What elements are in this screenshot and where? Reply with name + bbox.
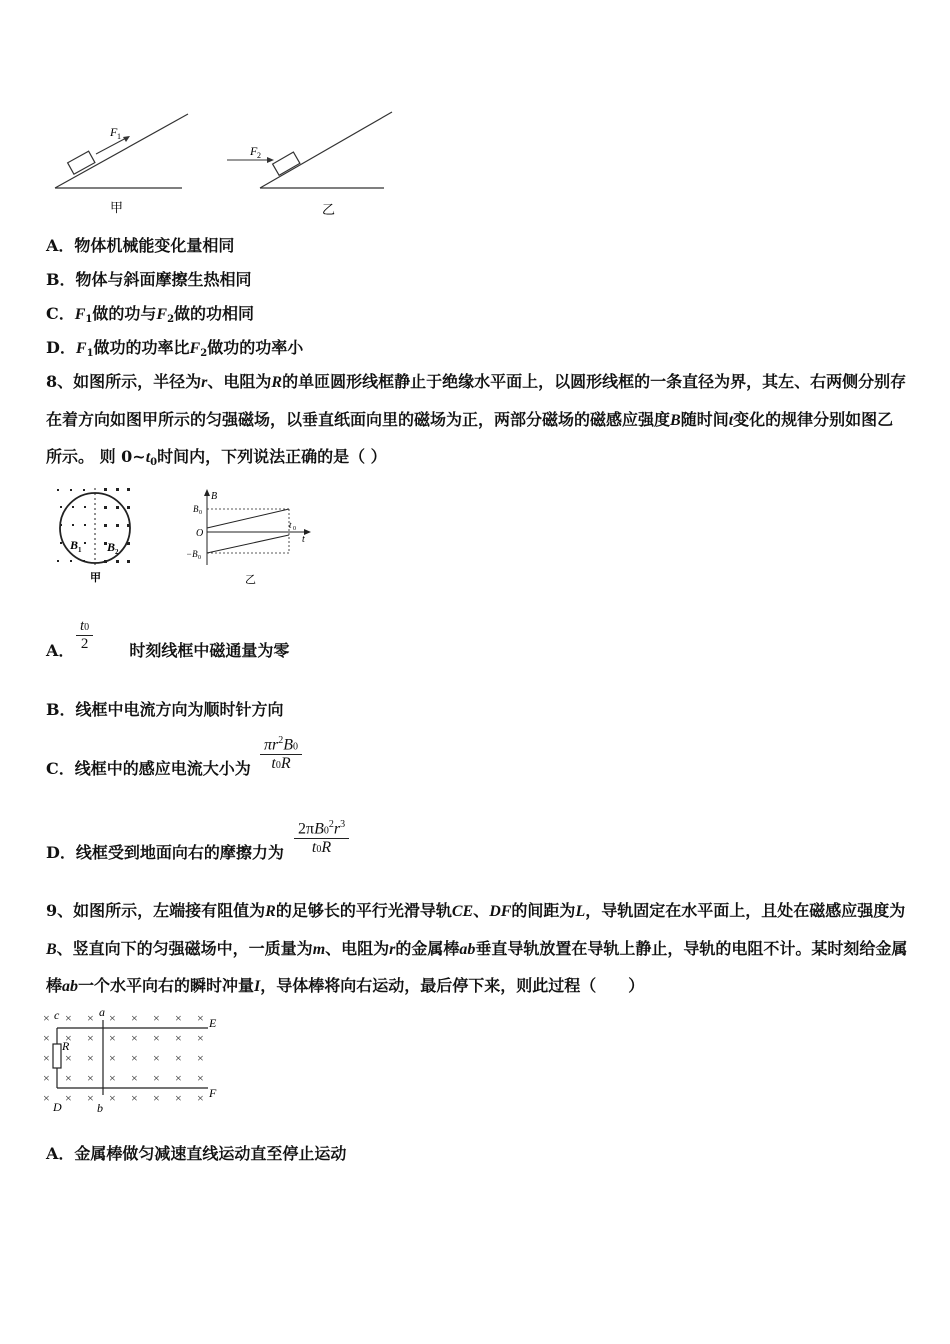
field-cross: ×	[197, 1091, 204, 1105]
q9-label-E: E	[209, 1016, 217, 1030]
q8-option-c-fraction: $\pi r^2B0$ t0R	[260, 735, 302, 773]
field-cross: ×	[175, 1031, 182, 1045]
field-cross: ×	[65, 1031, 72, 1045]
field-cross: ×	[65, 1091, 72, 1105]
q9-stem: 9、如图所示，左端接有阻值为R的足够长的平行光滑导轨CE、DF的间距为L，导轨固定在水平面上，且处在磁感应强度为B、竖直向下的匀强磁场中，一质量为m、电阻为r的金属棒ab垂直导轨放置在导轨上静止，导轨的电阻不计。某时刻给金属棒ab一个水平向右的瞬时冲量I，导体棒将向右运动，最后停下来，则此过程（ ）	[46, 901, 908, 995]
field-cross: ×	[65, 1011, 72, 1025]
q7-f2-label: F	[250, 144, 258, 158]
field-cross: ×	[43, 1031, 50, 1045]
field-cross: ×	[109, 1051, 116, 1065]
q9-label-D: D	[53, 1100, 62, 1114]
q7-caption-yi: 乙	[322, 202, 336, 217]
svg-text:1: 1	[78, 546, 82, 554]
field-cross: ×	[43, 1011, 50, 1025]
field-cross: ×	[87, 1071, 94, 1085]
q8-b1-label: B	[70, 538, 79, 552]
field-cross: ×	[131, 1051, 138, 1065]
field-cross: ×	[43, 1091, 50, 1105]
svg-text:2: 2	[257, 151, 261, 160]
field-cross: ×	[87, 1051, 94, 1065]
q8-option-a[interactable]: A． 时刻线框中磁通量为零	[46, 641, 290, 660]
q8-xaxis-label: t	[302, 534, 305, 545]
field-cross: ×	[131, 1071, 138, 1085]
field-cross: ×	[197, 1031, 204, 1045]
q7-option-c[interactable]: C．$F_1$做的功与$F_2$做的功相同	[46, 304, 255, 325]
field-cross: ×	[43, 1071, 50, 1085]
q9-label-R: R	[62, 1039, 70, 1053]
field-cross: ×	[87, 1011, 94, 1025]
q9-label-F: F	[209, 1086, 217, 1100]
q7-figure-yi	[222, 108, 397, 218]
q8-origin-label: O	[196, 528, 204, 539]
q8-option-a-fraction: t0 2	[76, 618, 93, 653]
q9-label-a: a	[99, 1005, 105, 1019]
q8-b2-label: B	[107, 540, 116, 554]
svg-text:2: 2	[115, 548, 119, 556]
field-cross: ×	[153, 1091, 160, 1105]
svg-text:0: 0	[199, 510, 202, 516]
field-cross: ×	[87, 1091, 94, 1105]
field-cross: ×	[175, 1091, 182, 1105]
q7-figure-jia	[50, 108, 190, 218]
svg-text:0: 0	[293, 526, 296, 532]
q9-figure	[40, 1005, 230, 1115]
q9-label-b: b	[97, 1101, 103, 1115]
field-cross: ×	[197, 1051, 204, 1065]
q8-negb0-label: −B	[186, 549, 198, 559]
field-cross: ×	[197, 1071, 204, 1085]
field-cross: ×	[153, 1051, 160, 1065]
q7-option-d[interactable]: D．$F_1$做功的功率比$F_2$做功的功率小	[46, 338, 304, 359]
field-cross: ×	[175, 1071, 182, 1085]
field-cross: ×	[153, 1071, 160, 1085]
field-cross: ×	[153, 1031, 160, 1045]
field-cross: ×	[87, 1031, 94, 1045]
field-cross: ×	[109, 1091, 116, 1105]
svg-text:1: 1	[117, 132, 121, 141]
q9-option-a[interactable]: A．金属棒做匀减速直线运动直至停止运动	[46, 1144, 347, 1163]
q8-option-b[interactable]: B．线框中电流方向为顺时针方向	[46, 700, 284, 719]
field-cross: ×	[175, 1011, 182, 1025]
q8-option-d[interactable]: D．线框受到地面向右的摩擦力为	[46, 843, 284, 862]
q9-label-c: c	[54, 1008, 60, 1022]
q8-caption-yi: 乙	[245, 574, 256, 586]
field-cross: ×	[109, 1011, 116, 1025]
q8-option-d-fraction: $2\pi B0^2r^3$ t0R	[294, 819, 349, 857]
q8-figure-yi	[185, 487, 320, 587]
q7-caption-jia: 甲	[110, 200, 124, 215]
field-cross: ×	[65, 1071, 72, 1085]
q7-option-a[interactable]: A．物体机械能变化量相同	[46, 236, 235, 255]
field-cross: ×	[65, 1051, 72, 1065]
field-cross: ×	[153, 1011, 160, 1025]
q8-option-c[interactable]: C．线框中的感应电流大小为	[46, 759, 251, 778]
q8-caption-jia: 甲	[90, 572, 101, 584]
magnetic-field-crosses	[43, 1011, 204, 1105]
q8-yaxis-label: B	[211, 491, 218, 502]
field-cross: ×	[109, 1031, 116, 1045]
q8-stem: 8、如图所示，半径为r、电阻为R的单匝圆形线框静止于绝缘水平面上，以圆形线框的一条直径为界，其左、右两侧分别存在着方向如图甲所示的匀强磁场，以垂直纸面向里的磁场为正，两部分磁场的磁感应强度B随时间t变化的规律分别如图乙所示。 则 $0\sim t_0$时间内，下列说法正确的是（ ）	[46, 372, 907, 468]
q8-b0-label: B	[193, 504, 199, 514]
field-cross: ×	[131, 1011, 138, 1025]
field-cross: ×	[131, 1091, 138, 1105]
field-cross: ×	[175, 1051, 182, 1065]
q8-figure-jia	[50, 484, 140, 584]
field-cross: ×	[109, 1071, 116, 1085]
q7-f1-label: F	[110, 125, 118, 139]
q8-t0-label: t	[289, 520, 292, 530]
field-cross: ×	[43, 1051, 50, 1065]
field-cross: ×	[131, 1031, 138, 1045]
svg-text:0: 0	[198, 555, 201, 561]
q7-option-b[interactable]: B．物体与斜面摩擦生热相同	[46, 270, 252, 289]
field-cross: ×	[197, 1011, 204, 1025]
